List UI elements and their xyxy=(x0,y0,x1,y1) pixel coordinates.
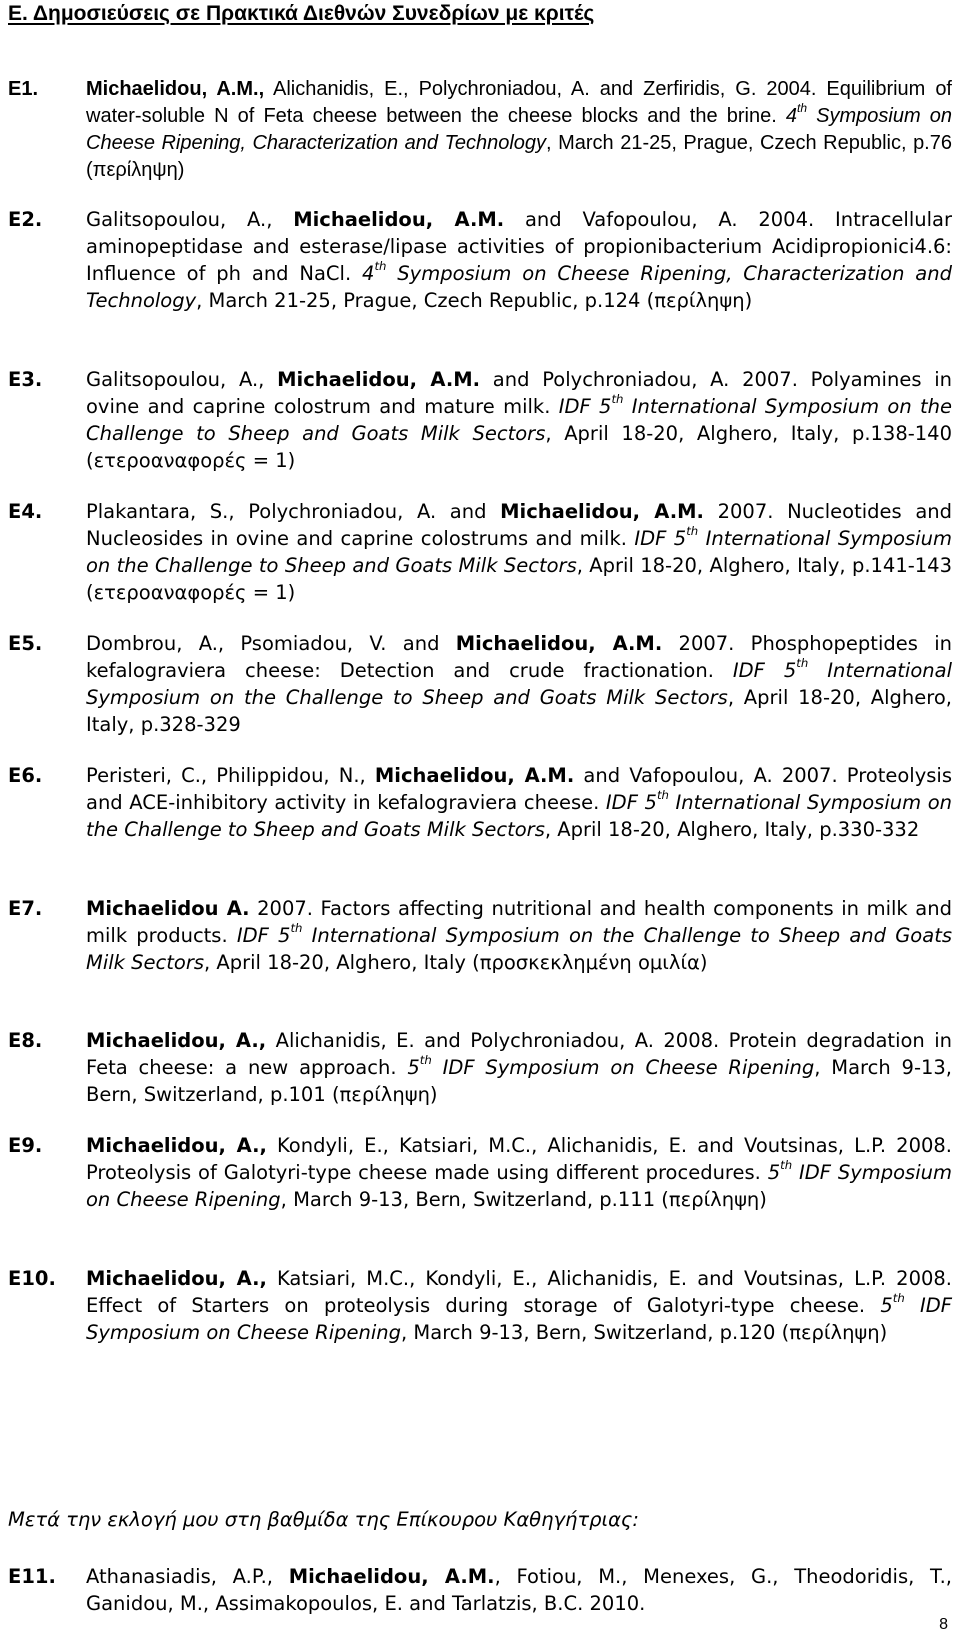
entry-label: E9. xyxy=(8,1134,43,1157)
reference-entry-e11 xyxy=(8,1563,952,1617)
entry-label: E10. xyxy=(8,1267,56,1290)
reference-entry-e7 xyxy=(8,895,952,976)
entry-label: E2. xyxy=(8,208,43,231)
entry-label: E3. xyxy=(8,368,43,391)
reference-entry-e6 xyxy=(8,762,952,843)
entry-text: Michaelidou, A., Kondyli, E., Katsiari, M.C., Alichanidis, E. and Voutsinas, L.P. 2008. Proteolysis of Galotyri-type cheese made using different procedures. 5th IDF Symposium on Cheese Ripening, March 9-13, Bern, Switzerland, p.111 (περίληψη) xyxy=(86,1134,952,1211)
entry-text: Michaelidou, A., Alichanidis, E. and Polychroniadou, A. 2008. Protein degradation in Feta cheese: a new approach. 5th IDF Symposium on Cheese Ripening, March 9-13, Bern, Switzerland, p.101 (περίληψη) xyxy=(86,1029,952,1106)
reference-entry-e3 xyxy=(8,366,952,474)
entry-text: Athanasiadis, A.P., Michaelidou, A.M., Fotiou, M., Menexes, G., Theodoridis, T., Ganidou, M., Assimakopoulos, E. and Tarlatzis, B.C. 2010. xyxy=(86,1565,953,1615)
entry-text: Galitsopoulou, A., Michaelidou, A.M. and Polychroniadou, A. 2007. Polyamines in ovine and caprine colostrum and mature milk. IDF 5th International Symposium on the Challenge to Sheep and Goats Milk Sectors, April 18-20, Alghero, Italy, p.138-140 (ετεροαναφορές = 1) xyxy=(86,368,953,472)
entry-label: E11. xyxy=(8,1565,56,1588)
reference-entry-e2 xyxy=(8,206,952,314)
page-number: 8 xyxy=(939,1616,948,1633)
entry-label: E4. xyxy=(8,500,43,523)
entry-text: Michaelidou, A., Katsiari, M.C., Kondyli, E., Alichanidis, E. and Voutsinas, L.P. 2008. Effect of Starters on proteolysis during storage of Galotyri-type cheese. 5th IDF Symposium on Cheese Ripening, March 9-13, Bern, Switzerland, p.120 (περίληψη) xyxy=(86,1267,952,1344)
entry-text: Michaelidou A. 2007. Factors affecting nutritional and health components in milk and milk products. IDF 5th International Symposium on the Challenge to Sheep and Goats Milk Sectors, April 18-20, Alghero, Italy (προσκεκλημένη ομιλία) xyxy=(86,897,952,974)
entry-text: Plakantara, S., Polychroniadou, A. and Michaelidou, A.M. 2007. Nucleotides and Nucleosides in ovine and caprine colostrums and milk. IDF 5th International Symposium on the Challenge to Sheep and Goats Milk Sectors, April 18-20, Alghero, Italy, p.141-143 (ετεροαναφορές = 1) xyxy=(86,500,953,604)
entry-text: Dombrou, A., Psomiadou, V. and Michaelidou, A.M. 2007. Phosphopeptides in kefalograviera cheese: Detection and crude fractionation. IDF 5th International Symposium on the Challenge to Sheep and Goats Milk Sectors, April 18-20, Alghero, Italy, p.328-329 xyxy=(86,632,953,736)
entry-label: E5. xyxy=(8,632,43,655)
entry-text: Peristeri, C., Philippidou, N., Michaelidou, A.M. and Vafopoulou, A. 2007. Proteolysis and ACE-inhibitory activity in kefalograviera cheese. IDF 5th International Symposium on the Challenge to Sheep and Goats Milk Sectors, April 18-20, Alghero, Italy, p.330-332 xyxy=(86,764,953,841)
reference-entry-e4 xyxy=(8,498,952,606)
reference-entry-e1 xyxy=(8,76,952,184)
reference-entry-e9 xyxy=(8,1132,952,1213)
post-election-note: Μετά την εκλογή μου στη βαθμίδα της Επίκουρου Καθηγήτριας: xyxy=(8,1508,639,1531)
entry-label: E1. xyxy=(8,78,39,100)
reference-entry-e5 xyxy=(8,630,952,738)
entry-label: E6. xyxy=(8,764,43,787)
section-heading: Ε. Δημοσιεύσεις σε Πρακτικά Διεθνών Συνεδρίων με κριτές xyxy=(8,2,595,25)
entry-label: E8. xyxy=(8,1029,43,1052)
entry-label: E7. xyxy=(8,897,43,920)
reference-entry-e10 xyxy=(8,1265,952,1346)
entry-text: Michaelidou, A.M., Alichanidis, E., Polychroniadou, A. and Zerfiridis, G. 2004. Equilibrium of water-soluble N of Feta cheese between the cheese blocks and the brine. 4th Symposium on Cheese Ripening, Characterization and Technology, March 21-25, Prague, Czech Republic, p.76 (περίληψη) xyxy=(86,78,952,181)
reference-entry-e8 xyxy=(8,1027,952,1108)
entry-text: Galitsopoulou, A., Michaelidou, A.M. and Vafopoulou, A. 2004. Intracellular aminopeptidase and esterase/lipase activities of propionibacterium Acidipropionici4.6: Influence of ph and NaCl. 4th Symposium on Cheese Ripening, Characterization and Technology, March 21-25, Prague, Czech Republic, p.124 (περίληψη) xyxy=(86,208,952,312)
